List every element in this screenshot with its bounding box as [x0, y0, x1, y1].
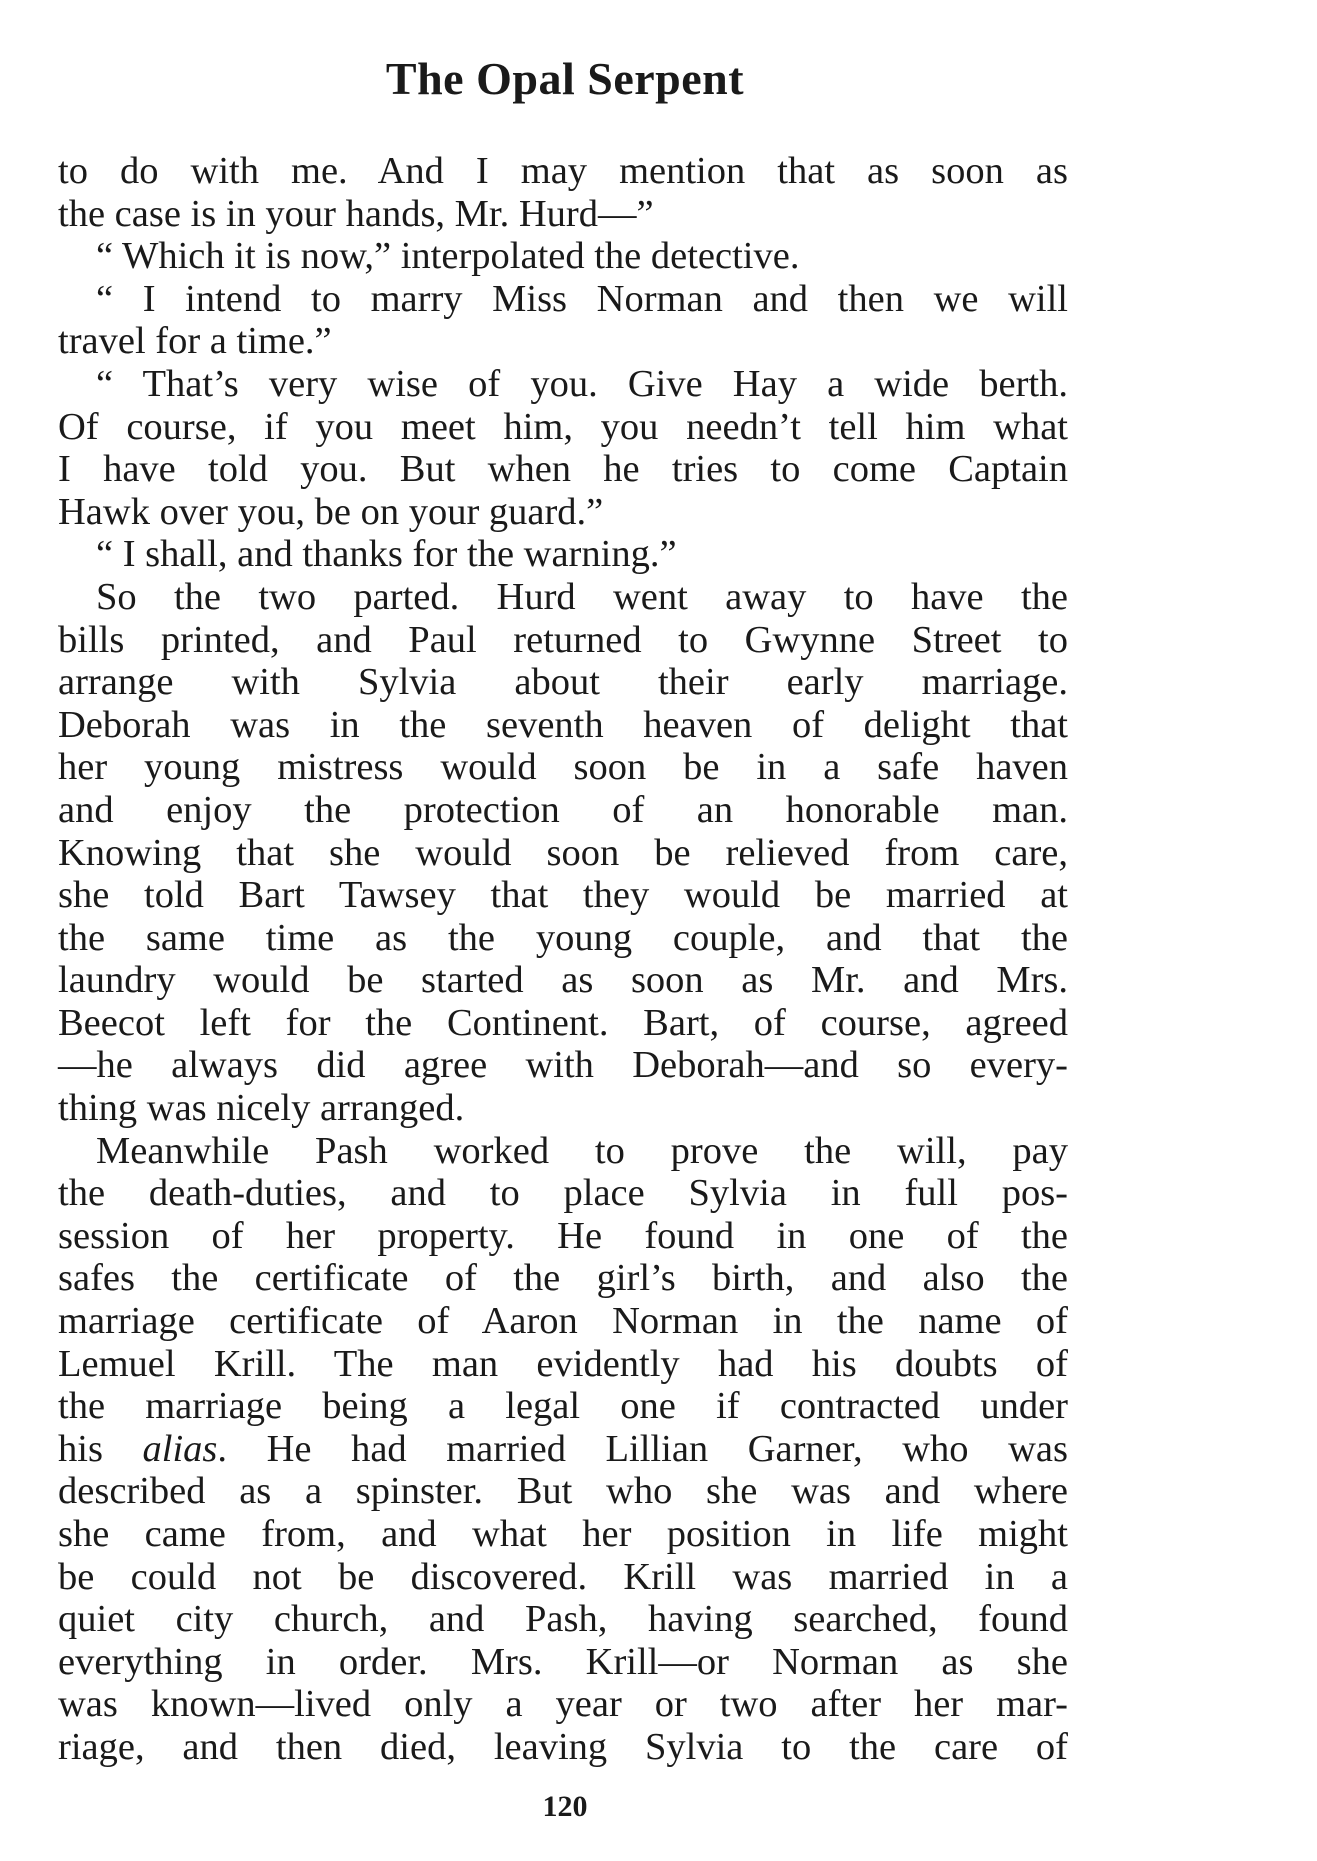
text-line: the marriage being a legal one if contracted under: [58, 1385, 1068, 1428]
text-line: to do with me. And I may mention that as soon as: [58, 150, 1068, 192]
text-line: described as a spinster. But who she was and where: [58, 1470, 1068, 1513]
text-line: session of her property. He found in one of the: [58, 1214, 1068, 1257]
text-line: Lemuel Krill. The man evidently had his doubts of: [58, 1342, 1068, 1385]
text-line: Hawk over you, be on your guard.”: [58, 490, 604, 533]
text-line: bills printed, and Paul returned to Gwynne Street to: [58, 618, 1068, 661]
text-line: the same time as the young couple, and that the: [58, 916, 1068, 959]
text-line: be could not be discovered. Krill was married in a: [58, 1555, 1068, 1598]
text-line: Meanwhile Pash worked to prove the will, pay: [96, 1129, 1068, 1172]
text-line: I have told you. But when he tries to come Captain: [58, 448, 1068, 491]
text-line: was known—lived only a year or two after her mar-: [58, 1683, 1068, 1726]
text-segment: his: [58, 1427, 143, 1470]
text-line: Deborah was in the seventh heaven of delight that: [58, 703, 1068, 746]
text-line: she came from, and what her position in life might: [58, 1513, 1068, 1555]
text-line: laundry would be started as soon as Mr. and Mrs.: [58, 959, 1068, 1002]
text-line: her young mistress would soon be in a safe haven: [58, 746, 1068, 789]
text-line: —he always did agree with Deborah—and so every-: [58, 1044, 1068, 1087]
text-line: the death-duties, and to place Sylvia in full pos-: [58, 1172, 1068, 1215]
running-head: The Opal Serpent: [385, 53, 745, 104]
text-segment: . He had married Lillian Garner, who was: [217, 1427, 1069, 1470]
body-text: [58, 150, 1068, 1769]
text-line: “ I shall, and thanks for the warning.”: [96, 533, 677, 576]
text-line: everything in order. Mrs. Krill—or Norman as she: [58, 1640, 1068, 1683]
text-line: Knowing that she would soon be relieved from care,: [58, 831, 1068, 874]
text-line: Beecot left for the Continent. Bart, of course, agreed: [58, 1001, 1068, 1044]
text-line: safes the certificate of the girl’s birth, and also the: [58, 1257, 1068, 1300]
text-line: “ Which it is now,” interpolated the detective.: [96, 235, 800, 278]
text-line: [58, 1428, 1068, 1471]
text-line: So the two parted. Hurd went away to have the: [96, 575, 1068, 618]
text-line: marriage certificate of Aaron Norman in the name of: [58, 1300, 1068, 1343]
text-line: and enjoy the protection of an honorable man.: [58, 788, 1068, 831]
text-line: travel for a time.”: [58, 320, 332, 363]
text-line: the case is in your hands, Mr. Hurd—”: [58, 192, 654, 235]
text-line: she told Bart Tawsey that they would be married at: [58, 874, 1068, 917]
text-line: “ I intend to marry Miss Norman and then we will: [96, 277, 1068, 320]
text-line: “ That’s very wise of you. Give Hay a wide berth.: [96, 362, 1068, 405]
text-line: Of course, if you meet him, you needn’t tell him what: [58, 405, 1068, 448]
text-line: riage, and then died, leaving Sylvia to the care of: [58, 1725, 1068, 1768]
text-line: quiet city church, and Pash, having searched, found: [58, 1598, 1068, 1641]
italic-text: alias: [142, 1427, 218, 1470]
text-line: thing was nicely arranged.: [58, 1087, 465, 1130]
text-line: arrange with Sylvia about their early marriage.: [58, 661, 1068, 704]
page-number: 120: [542, 1790, 588, 1823]
